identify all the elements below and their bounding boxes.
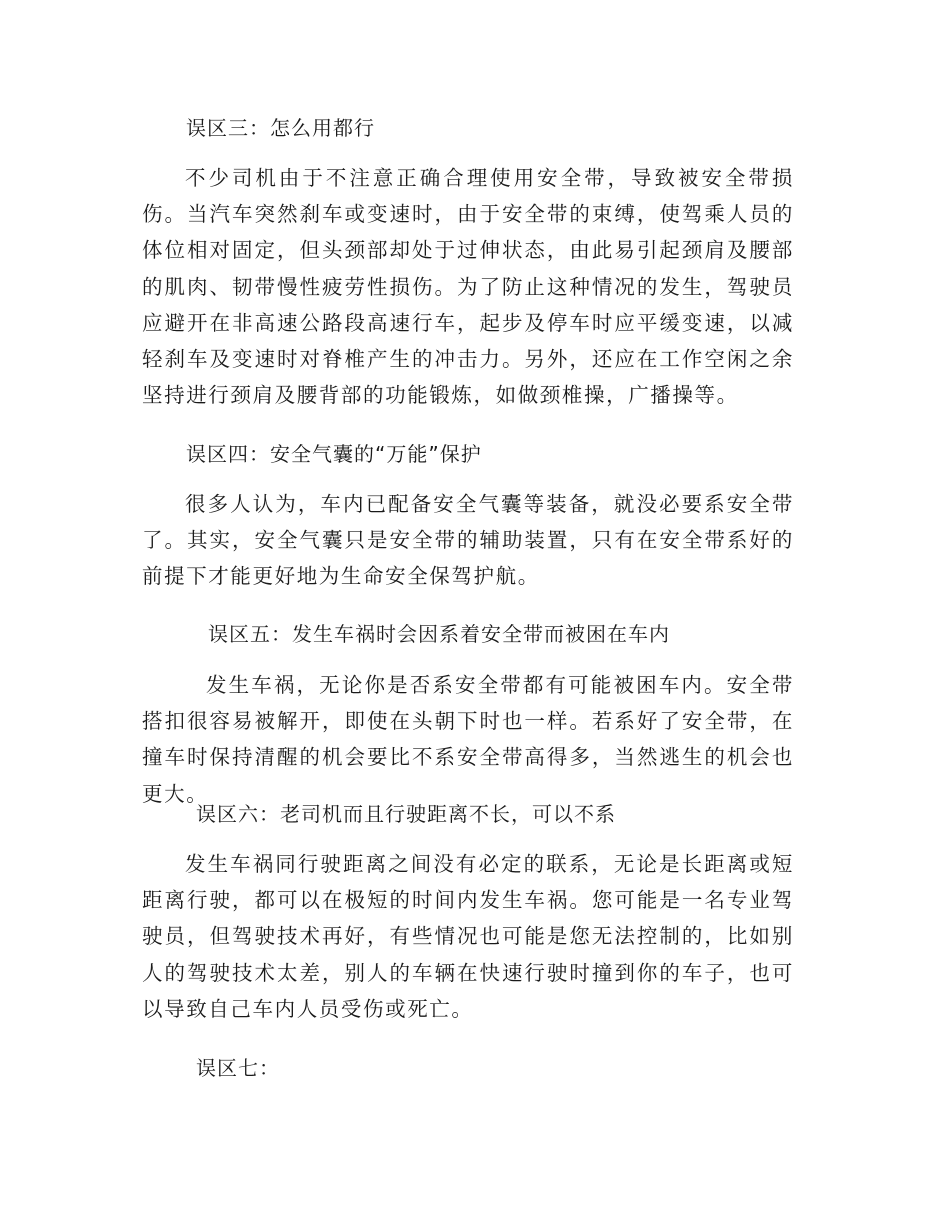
section-body-4: 很多人认为，车内已配备安全气囊等装备，就没必要系安全带了。其实，安全气囊只是安全带的辅助装置，只有在安全带系好的前提下才能更好地为生命安全保驾护航。 — [142, 492, 794, 589]
section-heading-4: 误区四：安全气囊的“万能”保护 — [186, 442, 482, 466]
section-body-5: 发生车祸，无论你是否系安全带都有可能被困车内。安全带搭扣很容易被解开，即使在头朝下时也一样。若系好了安全带，在撞车时保持清醒的机会要比不系安全带高得多，当然逃生的机会也更大。 — [142, 673, 794, 806]
section-heading-7: 误区七： — [196, 1056, 280, 1080]
section-body-3: 不少司机由于不注意正确合理使用安全带，导致被安全带损伤。当汽车突然刹车或变速时，由于安全带的束缚，使驾乘人员的体位相对固定，但头颈部却处于过伸状态，由此易引起颈肩及腰部的肌肉、韧带慢性疲劳性损伤。为了防止这种情况的发生，驾驶员应避开在非高速公路段高速行车，起步及停车时应平缓变速，以减轻刹车及变速时对脊椎产生的冲击力。另外，还应在工作空闲之余坚持进行颈肩及腰背部的功能锻炼，如做颈椎操，广播操等。 — [142, 166, 794, 408]
section-heading-5: 误区五：发生车祸时会因系着安全带而被困在车内 — [208, 622, 670, 646]
section-body-6: 发生车祸同行驶距离之间没有必定的联系，无论是长距离或短距离行驶，都可以在极短的时间内发生车祸。您可能是一名专业驾驶员，但驾驶技术再好，有些情况也可能是您无法控制的，比如别人的驾驶技术太差，别人的车辆在快速行驶时撞到你的车子，也可以导致自己车内人员受伤或死亡。 — [142, 852, 794, 1021]
section-heading-6: 误区六：老司机而且行驶距离不长，可以不系 — [196, 802, 616, 826]
section-heading-3: 误区三：怎么用都行 — [186, 116, 375, 140]
